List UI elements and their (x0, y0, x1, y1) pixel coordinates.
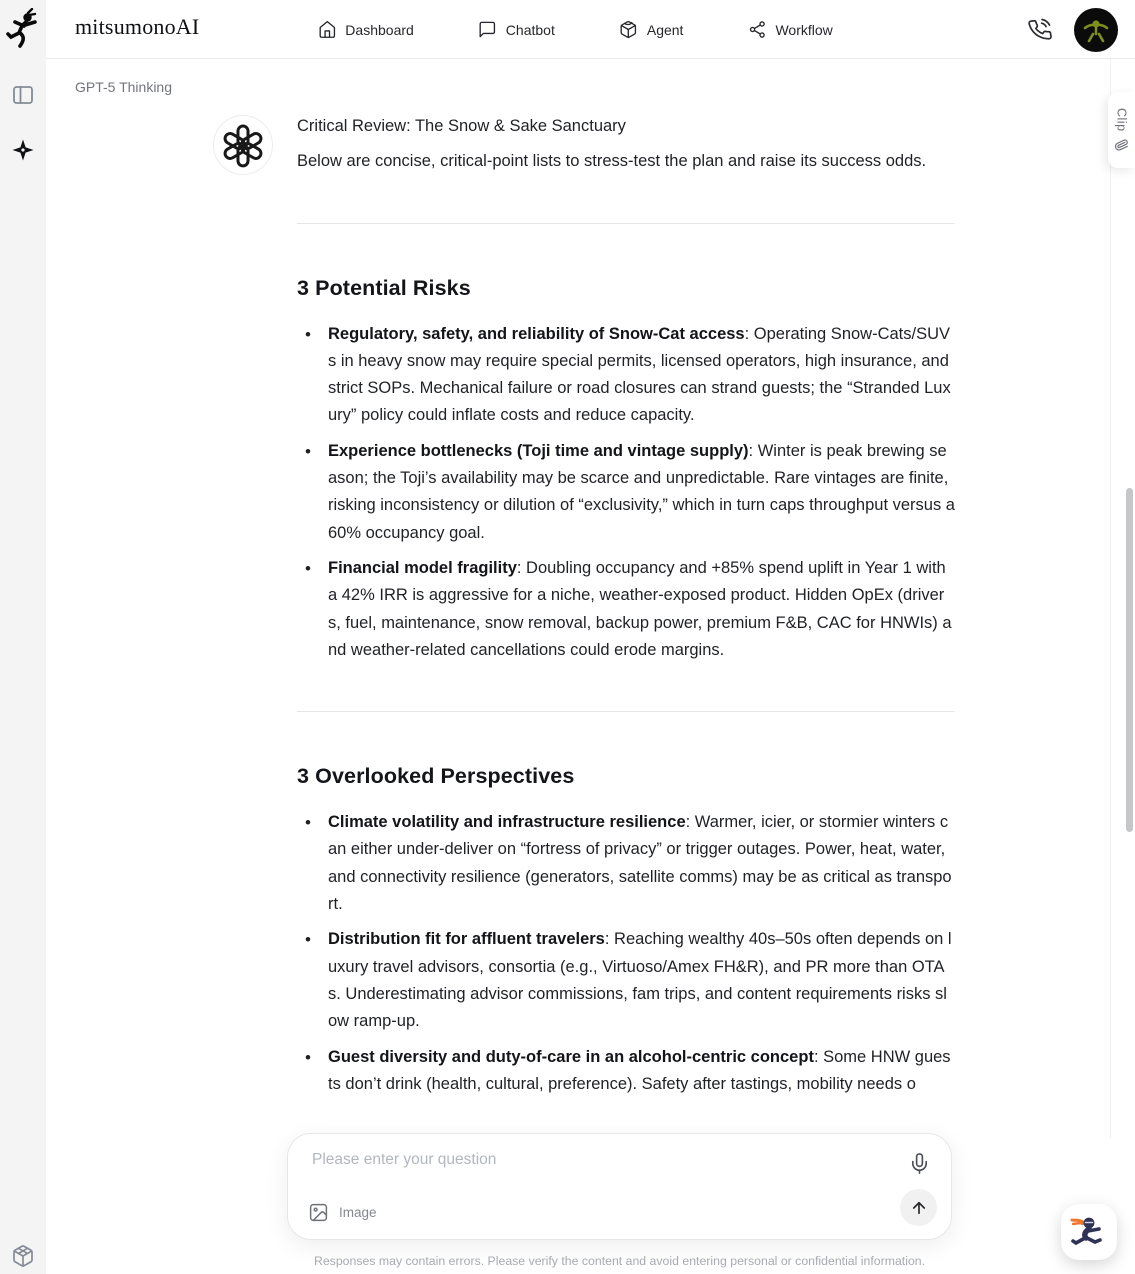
nav-agent[interactable] (619, 20, 684, 39)
bullet-text: : Doubling occupancy and +85% spend uplift in Year 1 with a 42% IRR is aggressive for a niche, weather-exposed product. Hidden OpEx (drivers, fuel, maintenance, snow removal, backup power, premium F&B, CAC for HNWIs) and weather-related cancellations could erode margins. (328, 558, 952, 659)
message-intro: Below are concise, critical-point lists to stress-test the plan and raise its success odds. (297, 152, 927, 171)
bullet-lead: Distribution fit for affluent travelers (328, 930, 605, 949)
section-divider (297, 223, 955, 224)
left-rail (0, 0, 46, 1274)
home-icon (317, 20, 336, 39)
header-right (1028, 0, 1118, 59)
nav-agent-label: Agent (646, 21, 684, 38)
cube-icon[interactable] (11, 1244, 35, 1268)
voice-call-icon[interactable] (1026, 16, 1053, 43)
paperclip-icon (1113, 136, 1131, 154)
composer (287, 1133, 952, 1240)
list-item (297, 321, 955, 430)
nav-dashboard-label: Dashboard (345, 21, 414, 38)
microphone-icon[interactable] (908, 1152, 931, 1175)
perspectives-list (297, 809, 955, 1098)
question-input[interactable] (312, 1151, 892, 1181)
attach-image-label: Image (339, 1205, 377, 1220)
panel-toggle-icon[interactable] (11, 83, 35, 107)
bullet-text: : Operating Snow-Cats/SUVs in heavy snow may require special permits, licensed operators, high insurance, and strict SOPs. Mechanical failure or road closures can strand guests; the “Stranded Luxury” policy could inflate costs and reduce capacity. (328, 324, 951, 425)
sparkle-icon[interactable] (11, 138, 35, 162)
bullet-lead: Climate volatility and infrastructure resilience (328, 813, 686, 832)
chat-bubble-icon (478, 20, 497, 39)
panel-edge-divider (1110, 59, 1111, 1139)
nav-workflow-label: Workflow (775, 21, 833, 38)
ninja-logo-icon (6, 8, 40, 50)
send-button[interactable] (900, 1189, 937, 1226)
risks-list (297, 321, 955, 665)
assistant-avatar-openai-icon (213, 115, 273, 175)
nav-chatbot-label: Chatbot (505, 21, 555, 38)
nav-dashboard[interactable] (317, 20, 414, 39)
top-header (46, 0, 1135, 59)
bullet-lead: Experience bottlenecks (Toji time and vintage supply) (328, 441, 749, 460)
assistant-message (297, 113, 955, 1106)
bullet-text: : Reaching wealthy 40s–50s often depends on luxury travel advisors, consortia (e.g., Virtuoso/Amex FH&R), and PR more than OTAs. Underestimating advisor commissions, fam trips, and content requirements risks slow ramp-up. (328, 930, 952, 1031)
disclaimer-text: Responses may contain errors. Please verify the content and avoid entering personal or confidential information. (313, 1254, 926, 1268)
bullet-lead: Guest diversity and duty-of-care in an alcohol-centric concept (328, 1047, 814, 1066)
section-divider (297, 711, 955, 712)
nav-chatbot[interactable] (478, 20, 555, 39)
bullet-text: : Winter is peak brewing season; the Toji’s availability may be scarce and unpredictable. Rare vintages are finite, risking inconsistency or dilution of “exclusivity,” which in turn caps throughput versus a 60% occupancy goal. (328, 441, 955, 542)
list-item (297, 438, 955, 547)
section-heading: 3 Overlooked Perspectives (297, 764, 575, 789)
box-icon (619, 20, 638, 39)
bullet-text: : Warmer, icier, or stormier winters can either under-deliver on “fortress of privacy” or trigger outages. Power, heat, water, and connectivity resilience (generators, satellite comms) may be as critical as transport. (328, 813, 952, 914)
clip-tab-label: Clip (1114, 108, 1129, 132)
main-nav (317, 0, 832, 59)
message-title: Critical Review: The Snow & Sake Sanctuary (297, 117, 626, 135)
list-item (297, 926, 955, 1035)
bullet-lead: Financial model fragility (328, 558, 517, 577)
list-item (297, 1044, 955, 1099)
brand-title: mitsumonoAI (75, 14, 200, 39)
list-item (297, 555, 955, 664)
clip-tab[interactable] (1108, 92, 1135, 168)
bullet-lead: Regulatory, safety, and reliability of Snow-Cat access (328, 324, 745, 343)
image-icon (308, 1202, 329, 1223)
bullet-text: : Some HNW guests don’t drink (health, cultural, preference). Safety after tastings, mobility needs o (328, 1047, 951, 1093)
section-heading: 3 Potential Risks (297, 275, 471, 300)
ninja-mascot-icon (1069, 1212, 1109, 1252)
nav-workflow[interactable] (747, 20, 832, 39)
arrow-up-icon (910, 1199, 928, 1217)
user-avatar[interactable] (1074, 8, 1118, 52)
model-label: GPT-5 Thinking (75, 79, 173, 95)
share-nodes-icon (747, 20, 766, 39)
list-item (297, 809, 955, 918)
attach-image-button[interactable] (308, 1202, 377, 1223)
chat-scroll-area[interactable] (46, 59, 1111, 1274)
assistant-fab[interactable] (1061, 1204, 1117, 1260)
scrollbar-thumb[interactable] (1126, 488, 1133, 832)
